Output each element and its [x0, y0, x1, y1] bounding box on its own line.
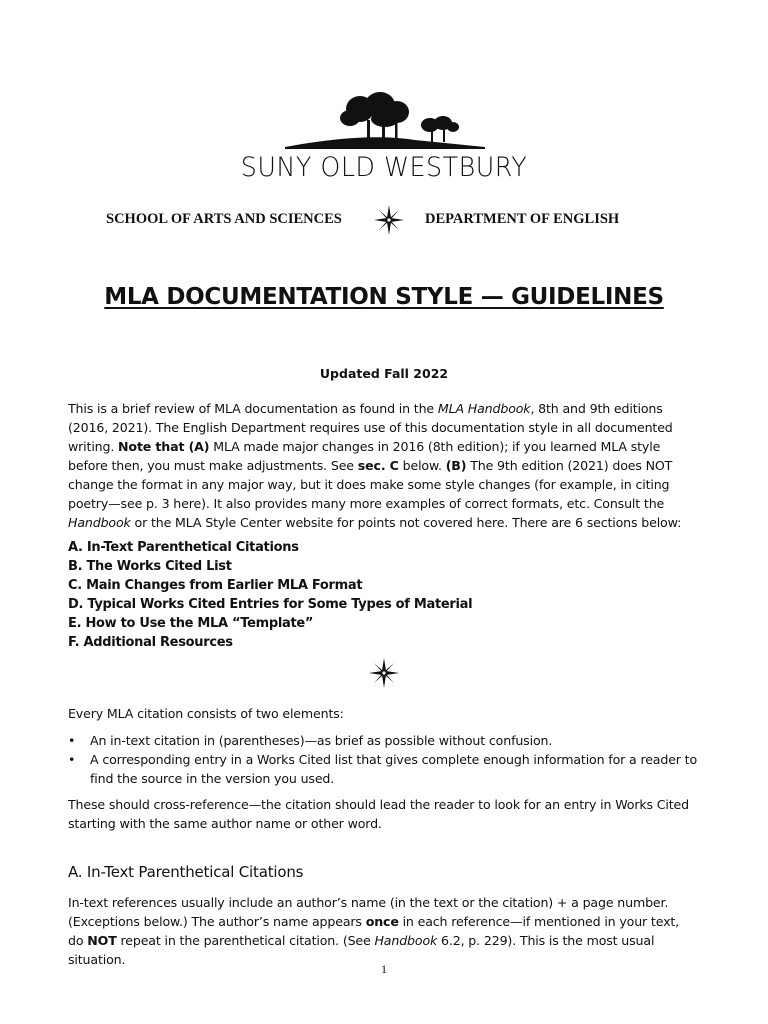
citation-elements-intro: Every MLA citation consists of two elements: [68, 706, 344, 721]
paragraph-italic: Handbook [374, 933, 438, 948]
bullet-text: An in-text citation in (parentheses)—as brief as possible without confusion. [90, 733, 553, 748]
updated-date: Updated Fall 2022 [319, 366, 449, 381]
bullet-icon: • [68, 752, 76, 767]
intro-bold: Note that (A) [118, 439, 210, 454]
paragraph-text: in each reference—if mentioned in your text, do [68, 914, 680, 948]
intro-paragraph [68, 399, 698, 532]
intro-text: below. [398, 458, 446, 473]
intro-text: or the MLA Style Center website for points not covered here. There are 6 sections below: [130, 515, 682, 530]
section-item-b: B. The Works Cited List [68, 559, 232, 574]
intro-text: MLA made major changes in 2016 (8th edition); if you learned MLA style before then, you must make adjustments. See [68, 439, 661, 473]
bullet-list [68, 731, 698, 788]
paragraph-bold: once [365, 914, 399, 929]
cross-reference-paragraph: These should cross-reference—the citation should lead the reader to look for an entry in Works Cited starting with the same author name or other word. [68, 797, 689, 831]
paragraph-text: repeat in the parenthetical citation. (See [116, 933, 375, 948]
paragraph-text: 6.2, p. 229). This is the most usual situation. [68, 933, 655, 967]
section-item-a: A. In-Text Parenthetical Citations [68, 540, 299, 555]
page-title: MLA DOCUMENTATION STYLE — GUIDELINES [104, 284, 664, 310]
logo-wordmark: SUNY OLD WESTBURY [240, 152, 528, 183]
section-item-d: D. Typical Works Cited Entries for Some Types of Material [68, 597, 473, 612]
trees-on-hill-icon [285, 92, 485, 152]
section-a-paragraph [68, 893, 698, 969]
intro-text: , 8th and 9th editions (2016, 2021). The English Department requires use of this documentation style in all documented writing. [68, 401, 673, 454]
compass-star-icon [369, 658, 399, 688]
paragraph-text: In-text references usually include an author’s name (in the text or the citation) + a page number. (Exceptions below.) The author’s name appears [68, 895, 669, 929]
intro-bold: (B) [445, 458, 467, 473]
section-item-c: C. Main Changes from Earlier MLA Format [68, 578, 363, 593]
paragraph-bold: NOT [87, 933, 117, 948]
school-name: SCHOOL OF ARTS AND SCIENCES [106, 211, 342, 227]
compass-star-icon [374, 205, 404, 235]
bullet-icon: • [68, 733, 76, 748]
list-item [68, 750, 698, 788]
department-name: DEPARTMENT OF ENGLISH [425, 211, 620, 227]
sections-list [68, 538, 688, 652]
intro-italic: MLA Handbook [437, 401, 531, 416]
section-item-f: F. Additional Resources [68, 635, 233, 650]
bullet-text: A corresponding entry in a Works Cited list that gives complete enough information for a reader to find the source in the version you used. [90, 752, 698, 786]
intro-text: The 9th edition (2021) does NOT change the format in any major way, but it does make some style changes (for example, in citing poetry—see p. 3 here). It also provides many more examples of correct formats, etc. Consult the [68, 458, 673, 511]
intro-bold: sec. C [357, 458, 399, 473]
intro-italic: Handbook [68, 515, 131, 530]
intro-text: This is a brief review of MLA documentation as found in the [68, 401, 438, 416]
section-item-e: E. How to Use the MLA “Template” [68, 616, 314, 631]
list-item [68, 731, 698, 750]
section-heading: A. In-Text Parenthetical Citations [68, 863, 304, 881]
page-number: 1 [381, 962, 387, 976]
